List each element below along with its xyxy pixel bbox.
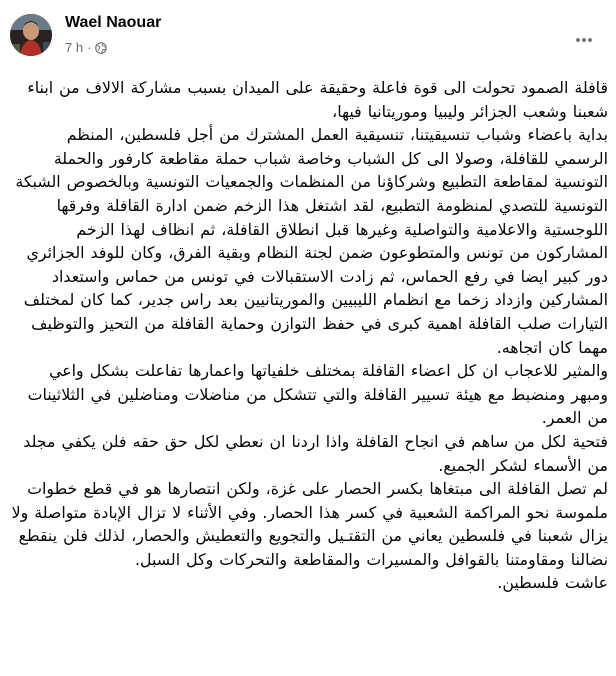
globe-icon[interactable] [95,42,107,54]
post-paragraph: بداية باعضاء وشباب تنسيقيتنا، تنسيقية العمل المشترك من أجل فلسطين، المنظم الرسمي للقافلة، وصولا الى كل الشباب وخاصة شباب حملة مقاطعة كارفور والحملة التونسية لمقاطعة التطبيع وشركاؤنا من المنظمات والجمعيات التونسية وبالخصوص الشبكة التونسية للتصدي لمنظومة التطبيع، لقد اشتغل هذا الزخم ضمن ادارة القافلة وفرقها اللوجستية والاعلامية والتواصلية وغيرها قبل انطلاق القافلة، ثم انظاف لهذا الزخم المشاركون من تونس والمتطوعون ضمن لجنة النظام وبقية الفرق، وكان للوفد الجزائري دور كبير ايضا في رفع الحماس، ثم زادت الاستقبالات في تونس من حماس واستعداد المشاركين وازداد زخما مع انظمام الليبيين والموريتانيين بعد راس جدير، كما كان لمختلف التيارات صلب القافلة اهمية كبرى في حفظ التوازن وحماية القافلة من التحيز والتوظيف مهما كان اتجاهه. [15,125,608,357]
post-text [10,76,608,595]
avatar-image [10,14,52,56]
post-paragraph: لم تصل القافلة الى مبتغاها بكسر الحصار على غزة، ولكن انتصارها هو في قطع خطوات ملموسة نحو المراكمة الشعبية في كسر هذا الحصار. وفي الأثناء لا تزال الإبادة متواصلة ولا يزال شعبنا في فلسطين يعاني من التقتـيل والتجويع والتعطيش والحصار، لذلك فلن ينقطع نضالنا ومقاومتنا بالقوافل والمسيرات والمقاطعة والتحركات وكل السبل. [11,479,608,569]
post-paragraph: والمثير للاعجاب ان كل اعضاء القافلة بمختلف خلفياتها واعمارها تفاعلت بشكل واعي ومبهر ومنضبط مع هيئة تسيير القافلة والتي تتشكل من مناضلات ومناضلين في الثلاثينات من العمر. [27,361,608,428]
avatar[interactable] [10,14,52,56]
post-paragraph: فتحية لكل من ساهم في انجاح القافلة واذا اردنا ان نعطي لكل حق حقه فلن يكفي مجلد من الأسماء لشكر الجميع. [23,431,608,475]
post-timestamp[interactable]: 7 h [65,40,84,55]
more-horizontal-icon [574,30,594,50]
meta-separator: · [87,40,92,55]
post-header [0,0,616,72]
post-paragraph: قافلة الصمود تحولت الى قوة فاعلة وحقيقة على الميدان بسبب مشاركة الالاف من ابناء شعبنا وشعب الجزائر وليبيا وموريتانيا فيها، [27,78,608,121]
post-meta [65,40,107,55]
author-name[interactable]: Wael Naouar [65,14,162,31]
post-paragraph: عاشت فلسطين. [497,573,608,593]
more-options-button[interactable] [566,22,602,58]
